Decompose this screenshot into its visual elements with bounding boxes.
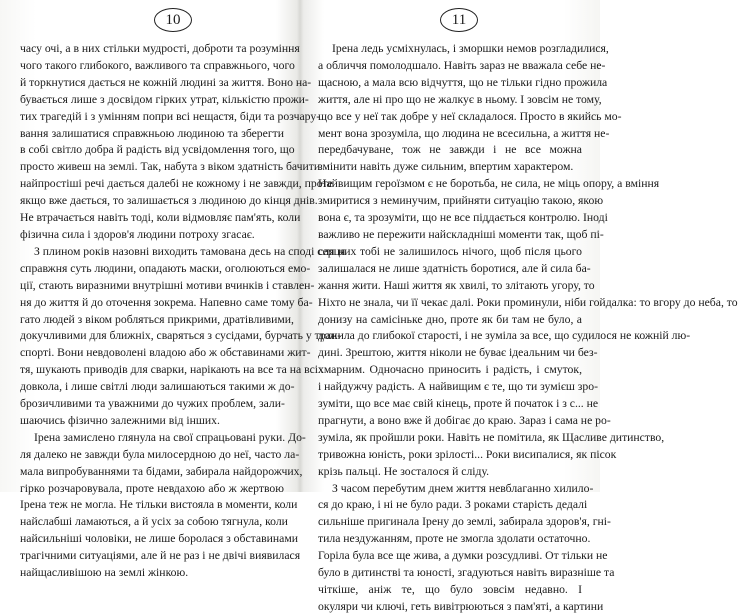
text-line: спорті. Вони невдоволені владою або ж обставинами жит- — [20, 346, 311, 360]
text-line: що все у неї так добре у неї складалося. Просто в якийсь мо- — [318, 109, 622, 123]
text-line: трагічними ситуаціями, але й не раз і не двічі виявилася — [20, 549, 301, 563]
text-line: зуміла, як пройшли роки. Навіть не помітила, як Щасливе дитинство, — [318, 430, 665, 444]
text-line: тила нездужанням, проте не змогла здолати остаточно. — [318, 532, 591, 546]
text-line: дожила до глибокої старості, і не зуміла за все, що судилося не кожній лю- — [318, 329, 691, 343]
text-line: окуляри чи ключі, геть вивітрюються з пам'яті, а картини — [318, 599, 604, 613]
text-line: крізь пальці. Не зосталося й сліду. — [318, 464, 490, 478]
text-line: найсильніші чоловіки, не лише боролася з обставинами — [20, 532, 298, 546]
text-line: гато людей з віком робляться прикрими, дратівливими, — [20, 312, 294, 326]
text-line: змінити навіть дуже сильним, впертим характером. — [318, 160, 574, 174]
text-line: було в дитинстві та юності, згадуються навіть виразніше та — [318, 566, 615, 580]
text-line: часу очі, а в них стільки мудрості, доброти та розуміння — [20, 42, 300, 55]
text-line: З плином років назовні виходить тамована десь на споді серця — [34, 244, 346, 258]
text-line: й торкнутися дається не кожній людині за життя. Воно на- — [20, 75, 312, 89]
text-line: Ірена теж не могла. Не тільки вистояла в моменти, коли — [20, 498, 298, 512]
text-line: залишалася не лише здатність боротися, але й сила ба- — [318, 261, 591, 275]
text-line: життя, але ні про що не жалкує в ньому. І зовсім не тому, — [318, 92, 602, 106]
left-page — [0, 0, 346, 580]
page-body-text — [318, 41, 738, 616]
text-line: докучливими для ближніх, сваряться з сусідами, бурчать у тран- — [20, 329, 342, 343]
text-line: мала випробуваннями та бідами, забирала найдорожчих, — [20, 464, 303, 478]
text-line: Ірена ледь усміхнулась, і зморшки немов розгладилися, — [332, 42, 609, 55]
text-line: найслабші ламаються, а й усіх за собою тягнула, коли — [20, 515, 288, 529]
text-line: і найдужчу радість. А найвищим є те, що ти зумієш зро- — [318, 380, 598, 394]
text-line: найщасливішою на землі жінкою. — [20, 566, 189, 580]
right-page — [304, 0, 738, 613]
text-line: тих трагедій і з умінням попри всі нещастя, біди та розчару- — [20, 109, 321, 123]
text-line: ня до життя й до оточення зокрема. Напевно саме тому ба- — [20, 295, 313, 309]
text-line: ля далеко не завжди була милосердною до неї, часто ла- — [20, 447, 300, 461]
page-number: 11 — [440, 8, 478, 32]
text-line: тя, шукають приводів для сварки, нарікають на все та на всіх — [20, 363, 324, 377]
text-line: шаючись фізично залежними від інших. — [20, 413, 220, 427]
text-line: Горіла була все ще жива, а думки розсудливі. От тільки не — [318, 549, 608, 563]
text-line: брозичливими та уважними до чужих проблем, зали- — [20, 397, 285, 411]
text-line: найпростіші речі дається далебі не кожному і не завжди, проте — [20, 177, 333, 191]
text-line: прагнути, а воно вже й добігає до краю. Зараз і сама не ро- — [318, 413, 611, 427]
text-line: З часом перебутим днем життя невблаганно хилило- — [332, 481, 594, 495]
text-line: сля них тобі не залишилось нічого, щоб після цього — [318, 244, 582, 258]
text-line: фізична сила і здоров'я людини потроху згасає. — [20, 227, 255, 241]
text-line: вона є, та зрозуміти, що не все піддається контролю. Іноді — [318, 211, 608, 225]
page-number: 10 — [154, 8, 192, 32]
text-line: змиритися з неминучим, прийняти ситуацію такою, якою — [318, 194, 604, 208]
text-line: жання жити. Наші життя як хвилі, то злітають угору, то — [318, 278, 595, 292]
text-line: хмарним. Одночасно приносить і радість, і смуток, — [318, 363, 582, 377]
text-line: дині. Зрештою, життя ніколи не буває ідеальним чи без- — [318, 346, 598, 360]
text-line: Найвищим героїзмом є не боротьба, не сила, не міць опору, а вміння — [318, 177, 660, 191]
page-body-text — [20, 41, 346, 582]
text-line: передбачуване, тож не завжди і не все можна — [318, 143, 582, 157]
text-line: Не втрачається навіть тоді, коли відмовляє пам'ять, коли — [20, 211, 301, 225]
text-line: Ніхто не знала, чи її чекає далі. Роки проминули, ніби гойдалка: то вгору до неба, то — [318, 295, 738, 309]
text-line: ції, стають виразними внутрішні мотиви вчинків і ставлен- — [20, 278, 315, 292]
text-line: просто живеш на землі. Так, набута з віком здатність бачити — [20, 160, 321, 174]
text-line: бувається лише з досвідом гірких утрат, кількістю прожи- — [20, 92, 309, 106]
text-line: гірко розчаровувала, проте невдахою або ж жертвою — [20, 481, 284, 495]
text-line: Ірена замислено глянула на свої спрацьовані руки. До- — [34, 430, 306, 444]
text-line: важливо не пережити найскладніші моменти так, щоб пі- — [318, 227, 604, 241]
text-line: щасною, а мала всю відчуття, що не тільки гідно прожила — [318, 75, 608, 89]
text-line: чого такого глибокого, важливого та справжнього, чого — [20, 58, 295, 72]
text-line: донизу на самісіньке дно, проте як би там не було, а — [318, 312, 582, 326]
text-line: зуміти, що все має свій кінець, проте й початок і з с... не — [318, 397, 599, 411]
text-line: ся до краю, і ні не було ради. З роками старість дедалі — [318, 498, 588, 512]
text-line: в собі світло добра й радість від усвідомлення того, що — [20, 143, 295, 157]
text-line: сильніше пригинала Ірену до землі, забирала здоров'я, гні- — [318, 515, 611, 529]
text-line: а обличчя помолодшало. Навіть зараз не вважала себе не- — [318, 58, 606, 72]
text-line: вання залишатися справжньою людиною та зберегти — [20, 126, 284, 140]
text-line: справжня суть людини, опадають маски, оголюються емо- — [20, 261, 311, 275]
text-line: якщо вже дається, то залишається з людиною до кінця днів. — [20, 194, 318, 208]
text-line: мент вона зрозуміла, що людина не всесильна, а життя не- — [318, 126, 610, 140]
text-line: тривожна юність, роки зрілості... Роки висипалися, як пісок — [318, 447, 617, 461]
text-line: довкола, і лише світлі люди залишаються такими ж до- — [20, 380, 295, 394]
text-line: чіткіше, аніж те, що було зовсім недавно. І — [318, 583, 582, 596]
